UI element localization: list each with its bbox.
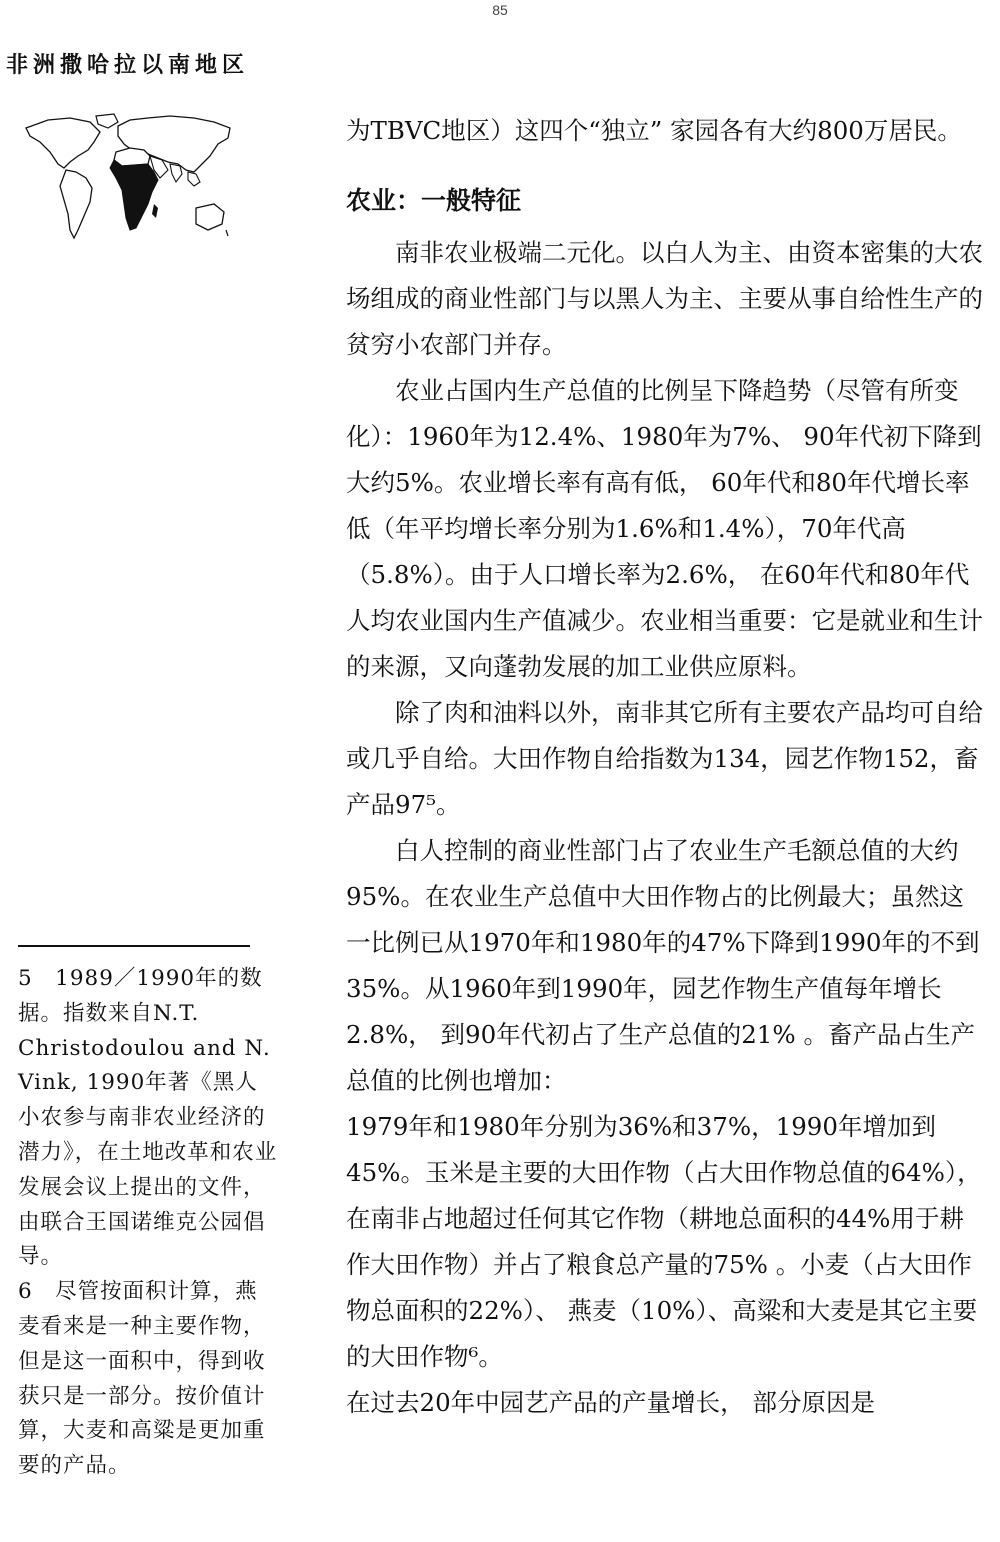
section-heading: 农业：一般特征 xyxy=(346,186,522,215)
footnote-divider xyxy=(18,945,250,947)
paragraph: 南非农业极端二元化。以白人为主、由资本密集的大农场组成的商业性部门与以黑人为主、主要从事自给性生产的贫穷小农部门并存。 xyxy=(346,238,983,359)
region-heading: 非洲撒哈拉以南地区 xyxy=(6,52,250,78)
footnote-6: 6 尽管按面积计算，燕麦看来是一种主要作物，但是这一面积中，得到收获只是一部分。按价值计算，大麦和高粱是更加重要的产品。 xyxy=(18,1279,266,1479)
paragraph-intro: 为TBVC地区）这四个“独立” 家园各有大约800万居民。 xyxy=(346,116,962,145)
map-north-africa xyxy=(114,148,150,166)
main-column xyxy=(346,108,986,1426)
world-map-icon xyxy=(18,112,238,247)
paragraph: 农业占国内生产总值的比例呈下降趋势（尽管有所变化）：1960年为12.4%、1980年为7%、 90年代初下降到大约5%。农业增长率有高有低， 60年代和80年代增长率低（年平均增长率分别为1.6%和1.4%），70年代高（5.8%）。由于人口增长率为2.6%， 在60年代和80年代人均农业国内生产值减少。农业相当重要：它是就业和生计的来源，又向蓬勃发展的加工业供应原料。 xyxy=(346,376,983,681)
map-south-america xyxy=(60,170,92,238)
map-greenland xyxy=(96,114,118,128)
map-madagascar xyxy=(152,204,158,218)
map-north-america xyxy=(26,118,100,168)
footnote-5: 5 1989／1990年的数据。指数来自N.T. Christodoulou and N. Vink, 1990年著《黑人小农参与南非农业经济的潜力》，在土地改革和农业发展会议上提出的文件，由联合王国诺维克公园倡导。 xyxy=(18,966,278,1270)
paragraph: 白人控制的商业性部门占了农业生产毛额总值的大约95%。在农业生产总值中大田作物占的比例最大；虽然这一比例已从1970年和1980年的47%下降到1990年的不到35%。从1960年到1990年，园艺作物生产值每年增长2.8%， 到90年代初占了生产总值的21% 。畜产品占生产总值的比例也增加： xyxy=(346,836,980,1095)
page-number: 85 xyxy=(492,2,508,18)
map-sub-saharan-africa xyxy=(110,160,158,230)
paragraph: 除了肉和油料以外，南非其它所有主要农产品均可自给或几乎自给。大田作物自给指数为134，园艺作物152，畜产品97⁵。 xyxy=(346,698,983,819)
paragraph: 在过去20年中园艺产品的产量增长， 部分原因是 xyxy=(346,1388,875,1417)
map-southeast-asia xyxy=(188,172,200,186)
map-australia xyxy=(196,204,224,230)
paragraph: 1979年和1980年分别为36%和37%，1990年增加到45%。玉米是主要的大田作物（占大田作物总值的64%），在南非占地超过任何其它作物（耕地总面积的44%用于耕作大田作物）并占了粮食总产量的75% 。小麦（占大田作物总面积的22%）、 燕麦（10%）、高粱和大麦是其它主要的大田作物⁶。 xyxy=(346,1112,982,1371)
map-india xyxy=(170,164,182,182)
footnotes xyxy=(18,962,280,1484)
